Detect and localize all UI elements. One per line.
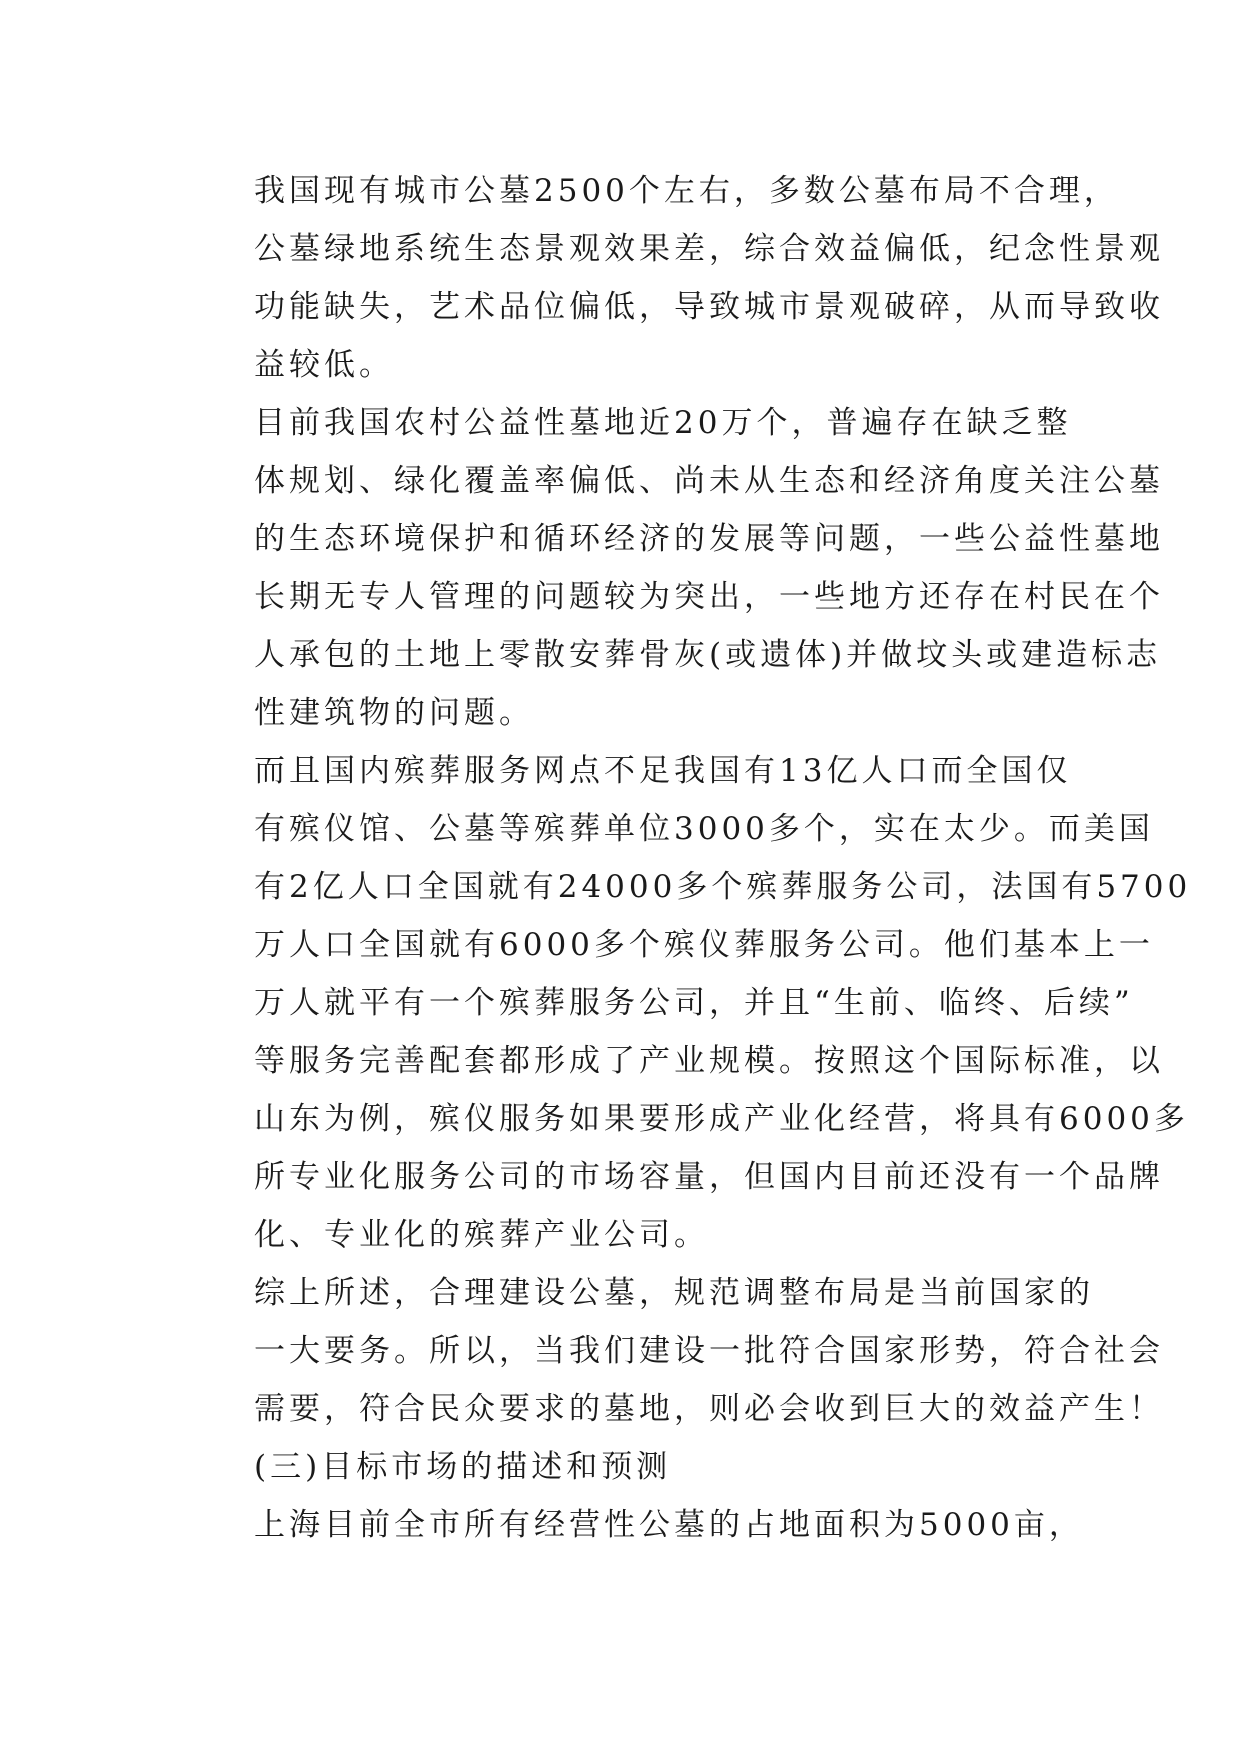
text-line: 益较低。 [254,347,394,383]
text-line: 功能缺失，艺术品位偏低，导致城市景观破碎，从而导致收 [254,289,1164,325]
text-line: 等服务完善配套都形成了产业规模。按照这个国际标准，以 [254,1043,1164,1079]
paragraph-summary [188,1264,1164,1438]
text-line: 而且国内殡葬服务网点不足我国有13亿人口而全国仅 [254,753,1072,789]
text-line: 公墓绿地系统生态景观效果差，综合效益偏低，纪念性景观 [254,231,1164,267]
text-line: 综上所述，合理建设公墓，规范调整布局是当前国家的 [254,1275,1094,1311]
text-line: 体规划、绿化覆盖率偏低、尚未从生态和经济角度关注公墓 [254,463,1164,499]
paragraph-urban-cemeteries [188,162,1164,394]
text-line: 长期无专人管理的问题较为突出，一些地方还存在村民在个 [254,579,1164,615]
text-line: 万人就平有一个殡葬服务公司，并且“生前、临终、后续” [254,985,1134,1021]
paragraph-shanghai-market [188,1496,1084,1554]
text-line: 万人口全国就有6000多个殡仪葬服务公司。他们基本上一 [254,927,1154,963]
paragraph-rural-cemeteries [188,394,1164,742]
text-line: 化、专业化的殡葬产业公司。 [254,1217,709,1253]
section-heading: (三)目标市场的描述和预测 [254,1449,672,1485]
text-line: 的生态环境保护和循环经济的发展等问题，一些公益性墓地 [254,521,1164,557]
text-line: 需要，符合民众要求的墓地，则必会收到巨大的效益产生！ [254,1391,1164,1427]
text-line: 上海目前全市所有经营性公墓的占地面积为5000亩， [254,1507,1084,1543]
text-line: 山东为例，殡仪服务如果要形成产业化经营，将具有6000多 [254,1101,1189,1137]
text-line: 所专业化服务公司的市场容量，但国内目前还没有一个品牌 [254,1159,1164,1195]
text-line: 有2亿人口全国就有24000多个殡葬服务公司，法国有5700 [254,869,1192,905]
paragraph-funeral-services [188,742,1192,1264]
text-line: 人承包的土地上零散安葬骨灰(或遗体)并做坟头或建造标志 [254,637,1162,673]
text-line: 一大要务。所以，当我们建设一批符合国家形势，符合社会 [254,1333,1164,1369]
text-line: 目前我国农村公益性墓地近20万个，普遍存在缺乏整 [254,405,1072,441]
document-body [188,162,1192,1554]
text-line: 有殡仪馆、公墓等殡葬单位3000多个，实在太少。而美国 [254,811,1154,847]
text-line: 性建筑物的问题。 [254,695,534,731]
text-line: 我国现有城市公墓2500个左右，多数公墓布局不合理， [254,173,1119,209]
